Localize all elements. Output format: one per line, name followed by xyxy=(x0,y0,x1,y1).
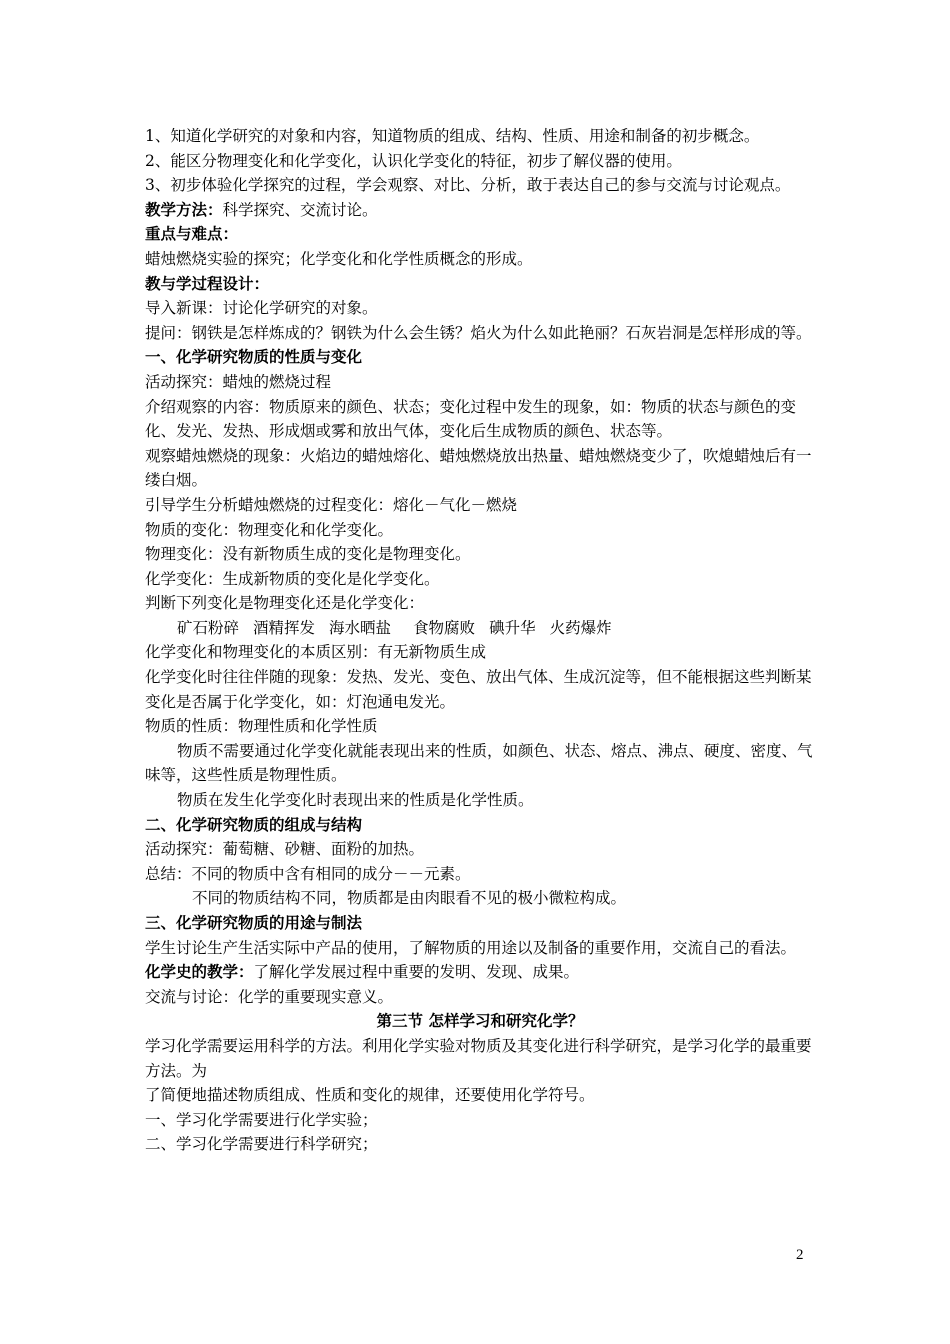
observe-content: 介绍观察的内容：物质原来的颜色、状态；变化过程中发生的现象，如：物质的状态与颜色的变化、发光、发热、形成烟或雾和放出气体，变化后生成物质的颜色、状态等。 xyxy=(145,397,797,441)
section-three-item2: 二、学习化学需要进行科学研究； xyxy=(145,1135,378,1154)
key-points-text: 蜡烛燃烧实验的探究；化学变化和化学性质概念的形成。 xyxy=(145,249,533,268)
accompanying-phenomena: 化学变化时往往伴随的现象：发热、发光、变色、放出气体、生成沉淀等，但不能根据这些判断某变化是否属于化学变化，如：灯泡通电发光。 xyxy=(145,668,812,711)
process-heading: 教与学过程设计： xyxy=(145,273,270,293)
section2-summary: 总结：不同的物质中含有相同的成分－－元素。 xyxy=(145,864,471,883)
physical-property-def: 物质不需要通过化学变化就能表现出来的性质，如颜色、状态、熔点、沸点、硬度、密度、气味等，这些性质是物理性质。 xyxy=(145,741,813,785)
teaching-method xyxy=(145,198,815,223)
essence-difference: 化学变化和物理变化的本质区别：有无新物质生成 xyxy=(145,643,487,662)
physical-change-def: 物理变化：没有新物质生成的变化是物理变化。 xyxy=(145,545,471,564)
exchange-discussion: 交流与讨论：化学的重要现实意义。 xyxy=(145,987,394,1006)
example-item: 碘升华 xyxy=(489,618,536,637)
process-intro: 导入新课：讨论化学研究的对象。 xyxy=(145,299,378,318)
examples-list xyxy=(145,616,815,641)
chemistry-history-text: 了解化学发展过程中重要的发明、发现、成果。 xyxy=(253,963,580,982)
section1-heading: 一、化学研究物质的性质与变化 xyxy=(145,347,363,367)
observe-phenomenon: 观察蜡烛燃烧的现象：火焰边的蜡烛熔化、蜡烛燃烧放出热量、蜡烛燃烧变少了，吹熄蜡烛后有一缕白烟。 xyxy=(145,446,812,490)
objective-3: 3、初步体验化学探究的过程，学会观察、对比、分析，敢于表达自己的参与交流与讨论观点。 xyxy=(145,176,791,195)
chemical-property-def: 物质在发生化学变化时表现出来的性质是化学性质。 xyxy=(177,791,534,810)
key-points-heading: 重点与难点： xyxy=(145,224,239,244)
teaching-method-label: 教学方法： xyxy=(145,199,223,219)
chemistry-history xyxy=(145,960,815,985)
document-body xyxy=(145,124,815,1157)
process-question: 提问：钢铁是怎样炼成的？钢铁为什么会生锈？焰火为什么如此艳丽？石灰岩洞是怎样形成的等。 xyxy=(145,323,812,342)
section2-summary-cont: 不同的物质结构不同，物质都是由肉眼看不见的极小微粒构成。 xyxy=(192,889,627,908)
example-item: 食物腐败 xyxy=(413,618,476,637)
teaching-method-text: 科学探究、交流讨论。 xyxy=(222,200,378,219)
section2-activity: 活动探究：葡萄糖、砂糖、面粉的加热。 xyxy=(145,840,425,859)
example-item: 酒精挥发 xyxy=(253,618,316,637)
chemical-change-def: 化学变化：生成新物质的变化是化学变化。 xyxy=(145,569,440,588)
section3-discussion: 学生讨论生产生活实际中产品的使用，了解物质的用途以及制备的重要作用，交流自己的看法。 xyxy=(145,938,797,957)
guide-analysis: 引导学生分析蜡烛燃烧的过程变化：熔化－气化－燃烧 xyxy=(145,495,518,514)
example-item: 火药爆炸 xyxy=(549,618,612,637)
properties-types: 物质的性质：物理性质和化学性质 xyxy=(145,717,378,736)
example-item: 海水晒盐 xyxy=(329,618,392,637)
section-three-para1: 学习化学需要运用科学的方法。利用化学实验对物质及其变化进行科学研究，是学习化学的最重要方法。为 xyxy=(145,1036,812,1080)
objective-2: 2、能区分物理变化和化学变化，认识化学变化的特征，初步了解仪器的使用。 xyxy=(145,151,682,170)
example-item: 矿石粉碎 xyxy=(177,618,240,637)
chemistry-history-label: 化学史的教学： xyxy=(145,962,254,982)
judge-prompt: 判断下列变化是物理变化还是化学变化： xyxy=(145,594,425,613)
section2-heading: 二、化学研究物质的组成与结构 xyxy=(145,814,363,834)
section-three-para2: 了简便地描述物质组成、性质和变化的规律，还要使用化学符号。 xyxy=(145,1086,595,1105)
change-types: 物质的变化：物理变化和化学变化。 xyxy=(145,520,394,539)
section1-activity: 活动探究：蜡烛的燃烧过程 xyxy=(145,372,332,391)
section-three-title: 第三节 怎样学习和研究化学？ xyxy=(376,1011,584,1031)
section-three-item1: 一、学习化学需要进行化学实验； xyxy=(145,1110,378,1129)
section3-heading: 三、化学研究物质的用途与制法 xyxy=(145,913,363,932)
objective-1: 1、知道化学研究的对象和内容，知道物质的组成、结构、性质、用途和制备的初步概念。 xyxy=(145,127,760,145)
page-number: 2 xyxy=(796,1247,804,1263)
